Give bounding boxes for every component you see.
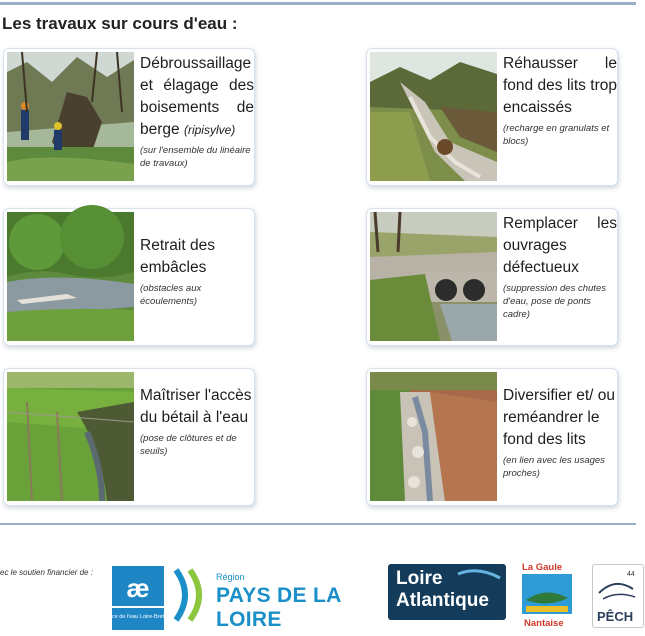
work-card-raise-bed bbox=[366, 48, 618, 186]
card-note: (recharge en granulats et blocs) bbox=[503, 123, 610, 147]
federation-peche-logo: 44 PÊCH bbox=[592, 564, 644, 628]
svg-text:æ: æ bbox=[126, 573, 150, 603]
loire-atlantique-logo: Loire Atlantique bbox=[388, 564, 506, 620]
remeander-photo bbox=[370, 372, 497, 501]
card-title: Débroussaillage et élagage des boisements de berge (ripisylve) bbox=[140, 55, 254, 138]
debris-removal-photo bbox=[7, 212, 134, 341]
card-note: (en lien avec les usages proches) bbox=[503, 455, 605, 479]
bottom-divider bbox=[0, 523, 636, 525]
work-card-replace-structures bbox=[366, 208, 618, 346]
work-card-livestock-access bbox=[3, 368, 255, 506]
top-divider bbox=[0, 2, 636, 5]
card-note: (pose de clôtures et de seuils) bbox=[140, 433, 237, 457]
card-note: (obstacles aux écoulements) bbox=[140, 283, 202, 307]
region-pays-de-la-loire-logo: Région PAYS DE LA LOIRE bbox=[172, 566, 384, 624]
card-title: Retrait des embâcles bbox=[140, 237, 215, 276]
card-note: (suppression des chutes d'eau, pose de ponts cadre) bbox=[503, 283, 606, 320]
work-card-debris-removal bbox=[3, 208, 255, 346]
agence-eau-logo bbox=[99, 564, 177, 630]
work-card-remeander bbox=[366, 368, 618, 506]
livestock-access-photo bbox=[7, 372, 134, 501]
raise-bed-photo bbox=[370, 52, 497, 181]
svg-text:agence de l'eau Loire-Bretagne: agence de l'eau Loire-Bretagne bbox=[99, 614, 177, 620]
card-title: Diversifier et/ ou reméandrer le fond des lits bbox=[503, 387, 615, 448]
brush-clearing-photo bbox=[7, 52, 134, 181]
la-gaule-nantaise-logo: La Gaule Nantaise bbox=[518, 562, 578, 630]
replace-structures-photo bbox=[370, 212, 497, 341]
card-title: Réhausser le fond des lits trop encaissés bbox=[503, 55, 617, 116]
page-title: Les travaux sur cours d'eau : bbox=[2, 14, 238, 33]
card-title: Remplacer les ouvrages défectueux bbox=[503, 215, 617, 276]
work-card-brush-clearing bbox=[3, 48, 255, 186]
card-title: Maîtriser l'accès du bétail à l'eau bbox=[140, 387, 252, 426]
card-note: (sur l'ensemble du linéaire de travaux) bbox=[140, 145, 251, 169]
funding-label: ec le soutien financier de : bbox=[0, 568, 93, 577]
